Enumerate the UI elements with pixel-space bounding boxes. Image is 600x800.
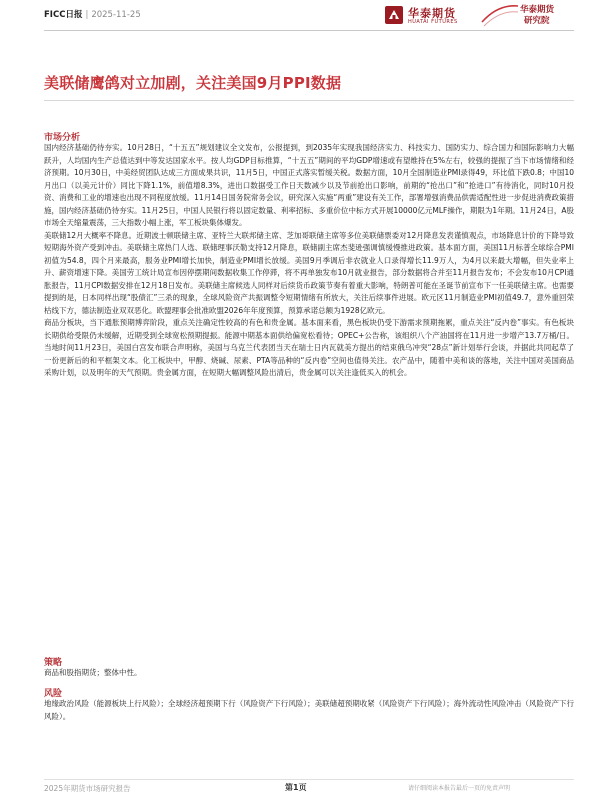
- report-title: 美联储鹰鸽对立加剧，关注美国9月PPI数据: [44, 74, 342, 92]
- report-type: FICC日报: [44, 10, 83, 20]
- analysis-paragraph-domestic: 国内经济基础仍待夯实。10月28日，“十五五”规划建议全文发布，公报提到，到2035年实现我国经济实力、科技实力、国防实力、综合国力和国际影响力大幅跃升，人均国内生产总值达到中等发达国家水平。按人均GDP目标推算，“十五五”期间的平均GDP增速或有望维持在5%左右，较强的提振了当下市场情绪和经济预期。10月30日，中美经贸团队达成三方面成果共识，11月5日，中国正式落实暂缓关税。数据方面，10月全国制造业PMI录得49，环比值下跌0.8；中国10月出口（以美元计价）同比下降1.1%，前值增8.3%，进出口数据受工作日天数减少以及节前抢出口影响，前期的“抢出口”和“抢进口”有待消化，同时10月投资、消费和工业的增速也出现不同程度放缓。11月14日国务院常务会议，研究深入实施“两重”建设有关工作，部署增强消费品供需适配性进一步促进消费政策措施，国内经济基础仍待夯实。11月25日，中国人民银行将以固定数量、利率招标、多重价位中标方式开展10000亿元MLF操作，期限为1年期。11月24日，A股市场全天缩量震荡，三大指数小幅上涨，军工板块集体爆发。: [44, 143, 574, 227]
- logo2-line1: 华泰期货: [520, 5, 555, 15]
- logo-en-text: HUATAI FUTURES: [408, 19, 458, 25]
- header-report-info: [44, 8, 141, 20]
- header-separator: |: [85, 10, 89, 20]
- swoosh-logo-icon: [480, 0, 520, 28]
- section-heading-analysis: 市场分析: [44, 133, 81, 143]
- strategy-body: 商品和股指期货；整体中性。: [44, 668, 142, 677]
- huatai-futures-logo: [384, 3, 474, 29]
- huatai-logo-icon: [384, 5, 404, 25]
- analysis-paragraph-commodities: 商品分板块，当下通胀预期博弈阶段，重点关注确定性较高的有色和贵金属。基本面来看，黑色板块仍受下游需求预期拖累，重点关注“反内卷”事实。有色板块长期供给受限仍未缓解，近期受到全球宽松预期提振。能源中期基本面供给偏宽松看待；OPEC+公告称，该组织八个产油国将在11月进一步增产13.7万桶/日。当地时间11月23日，美国白宫发布联合声明称，美国与乌克兰代表团当天在瑞士日内瓦就美方提出的结束俄乌冲突“28点”新计划举行会谈，并据此共同起草了一份更新后的和平框架文本。化工板块中，甲醇、烧碱、尿素、PTA等品种的“反内卷”空间也值得关注。农产品中，随着中美和谈的落地，关注中国对美国商品采购计划，以及明年的天气预期。贵金属方面，在短期大幅调整风险出清后，贵金属可以关注逢低买入的机会。: [44, 318, 574, 377]
- section-heading-strategy: 策略: [44, 658, 63, 668]
- analysis-body: [44, 142, 574, 380]
- risk-body: 地缘政治风险（能源板块上行风险）；全球经济超预期下行（风险资产下行风险）；美联储超预期收紧（风险资产下行风险）；海外流动性风险冲击（风险资产下行风险）。: [44, 699, 574, 721]
- footer-disclaimer: 请仔细阅读本报告最后一页的免责声明: [408, 785, 511, 792]
- analysis-paragraph-fed: 美联储12月大概率不降息。近期波士顿联储主席、亚特兰大联邦储主席、芝加哥联储主席等多位美联储票委对12月降息发表谨慎观点，市场降息计价的下降导致短期海外资产受到冲击。美联储主席热门人选、联储理事沃勒支持12月降息，联储副主席杰斐逊强调慎缓慢推进政策。基本面方面，美国11月标普全球综合PMI初值为54.8，四个月来最高，服务业PMI增长加快，制造业PMI增长放缓。美国9月季调后非农就业人口录得增长11.9万人，为4月以来最大增幅，但失业率上升、薪资增速下降。美国劳工统计局宣布因停摆期间数据收集工作停滞，将不再单独发布10月就业报告，部分数据将合并至11月报告发布；不会发布10月CPI通胀报告，11月CPI数据安排在12月18日发布。美联储主席候选人同样对后续货币政策节奏有着重大影响，特朗普可能在圣诞节前宣布下一任美联储主席。也需要提到的是，日本同样出现“股债汇”三杀的现象，全球风险资产共振调整令短期情绪有所放大，关注后续事件进展。欧元区11月制造业PMI初值49.7，意外重回荣枯线下方，德法制造业双双恶化。欧盟理事会批准欧盟2026年年度预算，预算承诺总额为1928亿欧元。: [44, 230, 574, 315]
- logo-cn-text: 华泰期货: [408, 7, 456, 20]
- logo2-line2: 研究院: [524, 16, 550, 26]
- page-number: 第1页: [285, 783, 307, 792]
- footer-report-name: 2025年期货市场研究报告: [44, 784, 131, 793]
- page-header: [0, 0, 600, 34]
- title-divider: [44, 100, 574, 101]
- section-heading-risk: 风险: [44, 689, 63, 699]
- report-date: 2025-11-25: [91, 10, 141, 20]
- footer-divider: [44, 779, 574, 780]
- research-institute-logo: [480, 0, 570, 30]
- header-divider: [44, 30, 574, 31]
